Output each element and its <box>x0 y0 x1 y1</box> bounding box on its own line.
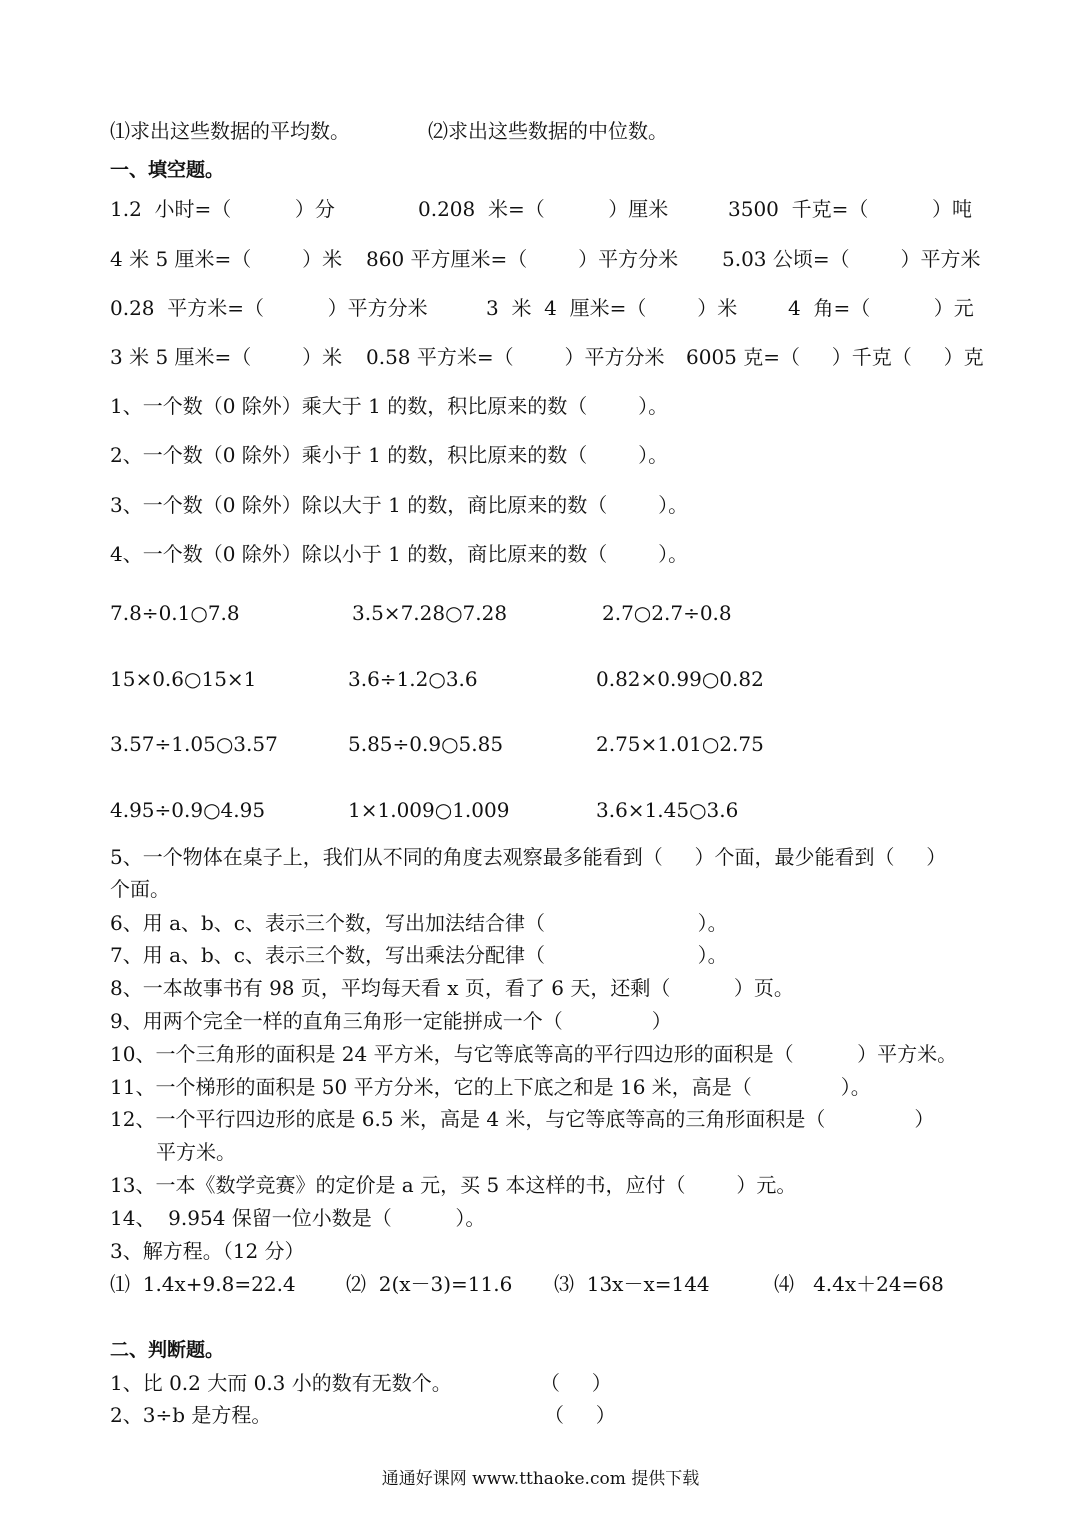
compare-item: 3.6×1.45○3.6 <box>596 798 739 822</box>
compare-item: 0.82×0.99○0.82 <box>596 667 764 691</box>
fill-question: 8、一本故事书有 98 页，平均每天看 x 页，看了 6 天，还剩（ ）页。 <box>110 976 794 1000</box>
unit-conversion: 0.28 平方米=（ ）平方分米 <box>110 296 428 320</box>
judge-answer-paren: （ ） <box>544 1403 616 1427</box>
unit-conversion: 1.2 小时=（ ）分 <box>110 197 335 221</box>
fill-question: 12、一个平行四边形的底是 6.5 米，高是 4 米，与它等底等高的三角形面积是（ ） <box>110 1107 935 1131</box>
equation: ⑵ 2(x－3)=11.6 <box>346 1272 513 1296</box>
equation: ⑴ 1.4x+9.8=22.4 <box>110 1272 296 1296</box>
equation-section-title: 3、解方程。（12 分） <box>110 1239 305 1263</box>
unit-conversion: 860 平方厘米=（ ）平方分米 <box>366 247 679 271</box>
fill-question: 1、一个数（0 除外）乘大于 1 的数，积比原来的数（ ）。 <box>110 394 669 418</box>
intro-q2: ⑵求出这些数据的中位数。 <box>428 119 668 143</box>
unit-conversion: 0.208 米=（ ）厘米 <box>418 197 669 221</box>
unit-conversion: 5.03 公顷=（ ）平方米 <box>722 247 981 271</box>
fill-question: 个面。 <box>110 877 170 901</box>
fill-question: 2、一个数（0 除外）乘小于 1 的数，积比原来的数（ ）。 <box>110 443 669 467</box>
fill-question: 11、一个梯形的面积是 50 平方分米，它的上下底之和是 16 米，高是（ ）。 <box>110 1075 871 1099</box>
compare-item: 2.75×1.01○2.75 <box>596 732 764 756</box>
compare-item: 5.85÷0.9○5.85 <box>348 732 504 756</box>
compare-item: 3.6÷1.2○3.6 <box>348 667 478 691</box>
compare-item: 3.5×7.28○7.28 <box>352 601 508 625</box>
compare-item: 4.95÷0.9○4.95 <box>110 798 266 822</box>
section-2-title: 二、判断题。 <box>110 1339 225 1361</box>
unit-conversion: 0.58 平方米=（ ）平方分米 <box>366 345 665 369</box>
unit-conversion: 6005 克=（ ）千克（ ）克 <box>686 345 984 369</box>
fill-question: 7、用 a、b、c、表示三个数，写出乘法分配律（ ）。 <box>110 943 728 967</box>
unit-conversion: 3 米 5 厘米=（ ）米 <box>110 345 343 369</box>
fill-question: 9、用两个完全一样的直角三角形一定能拼成一个（ ） <box>110 1009 672 1033</box>
judge-question: 1、比 0.2 大而 0.3 小的数有无数个。 <box>110 1371 452 1395</box>
fill-question: 14、 9.954 保留一位小数是（ ）。 <box>110 1206 486 1230</box>
fill-question: 5、一个物体在桌子上，我们从不同的角度去观察最多能看到（ ）个面，最少能看到（ ） <box>110 845 947 869</box>
fill-question: 平方米。 <box>156 1140 236 1164</box>
compare-item: 7.8÷0.1○7.8 <box>110 601 240 625</box>
judge-answer-paren: （ ） <box>540 1371 612 1395</box>
unit-conversion: 3 米 4 厘米=（ ）米 <box>486 296 738 320</box>
compare-item: 1×1.009○1.009 <box>348 798 510 822</box>
equation: ⑶ 13x－x=144 <box>554 1272 710 1296</box>
fill-question: 13、一本《数学竞赛》的定价是 a 元，买 5 本这样的书，应付（ ）元。 <box>110 1173 797 1197</box>
compare-item: 2.7○2.7÷0.8 <box>602 601 732 625</box>
footer-text: 通通好课网 www.tthaoke.com 提供下载 <box>381 1469 700 1489</box>
fill-question: 10、一个三角形的面积是 24 平方米，与它等底等高的平行四边形的面积是（ ）平方米。 <box>110 1042 958 1066</box>
unit-conversion: 4 米 5 厘米=（ ）米 <box>110 247 343 271</box>
judge-question: 2、3÷b 是方程。 <box>110 1403 272 1427</box>
fill-question: 4、一个数（0 除外）除以小于 1 的数，商比原来的数（ ）。 <box>110 542 689 566</box>
section-1-title: 一、填空题。 <box>110 159 225 181</box>
compare-item: 3.57÷1.05○3.57 <box>110 732 278 756</box>
fill-question: 6、用 a、b、c、表示三个数，写出加法结合律（ ）。 <box>110 911 728 935</box>
equation: ⑷ 4.4x＋24=68 <box>774 1272 944 1296</box>
compare-item: 15×0.6○15×1 <box>110 667 257 691</box>
fill-question: 3、一个数（0 除外）除以大于 1 的数，商比原来的数（ ）。 <box>110 493 689 517</box>
intro-q1: ⑴求出这些数据的平均数。 <box>110 119 350 143</box>
unit-conversion: 4 角=（ ）元 <box>788 296 974 320</box>
unit-conversion: 3500 千克=（ ）吨 <box>728 197 972 221</box>
